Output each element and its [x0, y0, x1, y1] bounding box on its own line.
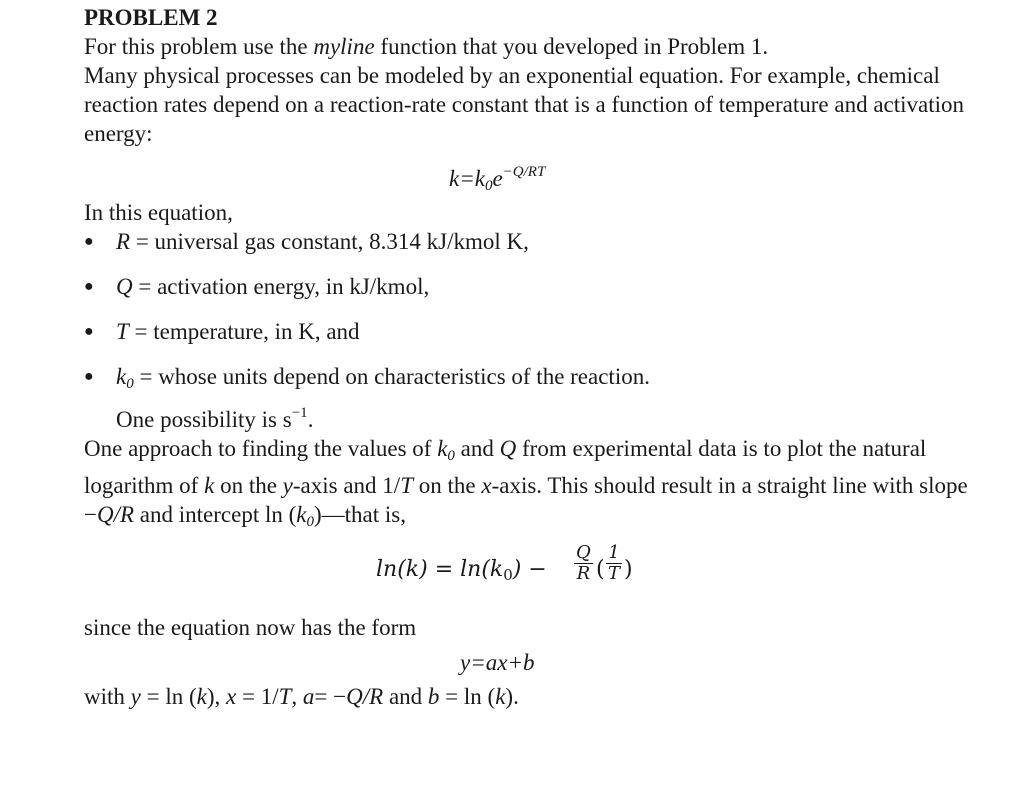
bullet-icon: ●: [84, 278, 94, 295]
approach-paragraph: One approach to finding the values of k0 and Q from experimental data is to plot the natural logarithm of k on the y-axis and 1/T on the x-axis. This should result in a straight line with slope −Q/R and intercept ln (k0)—that is,: [84, 436, 968, 530]
document-page: [84, 4, 984, 711]
since-text: since the equation now has the form: [84, 615, 417, 640]
with-line: with y = ln (k), x = 1/T, a= −Q/R and b = ln (k).: [84, 684, 519, 709]
log-equation: ln(k) = ln(k0) − $\frac{Q}{R}$ ( $\frac{1}{T}$ ): [376, 542, 633, 584]
bullet-icon: ●: [84, 233, 94, 250]
linear-equation: y=ax+b: [460, 650, 535, 675]
variable-list: [84, 227, 984, 434]
bullet-icon: ●: [84, 368, 94, 385]
list-item: ● Q = activation energy, in kJ/kmol,: [84, 274, 430, 299]
intro-paragraph: Many physical processes can be modeled by an exponential equation. For example, chemical reaction rates depend on a reaction-rate constant that is a function of temperature and activation energy:: [84, 63, 965, 146]
rate-equation: $k=k0e^{-Q/RT}$: [449, 164, 546, 194]
problem-heading: PROBLEM 2: [84, 5, 218, 30]
bullet-icon: ●: [84, 323, 94, 340]
list-item: ● k0 = whose units depend on characteristics of the reaction. One possibility is $s^{-1}$.: [84, 364, 650, 432]
list-item: ● R = universal gas constant, 8.314 kJ/kmol K,: [84, 229, 529, 254]
function-name: myline: [313, 34, 375, 59]
list-item: ● T = temperature, in K, and: [84, 319, 360, 344]
fraction-one-over-t: $\frac{1}{T}$: [608, 542, 621, 584]
intro-line-1: For this problem use the myline function that you developed in Problem 1.: [84, 34, 769, 59]
fraction-q-over-r: $\frac{Q}{R}$: [576, 542, 591, 584]
in-this-equation: In this equation,: [84, 200, 233, 225]
